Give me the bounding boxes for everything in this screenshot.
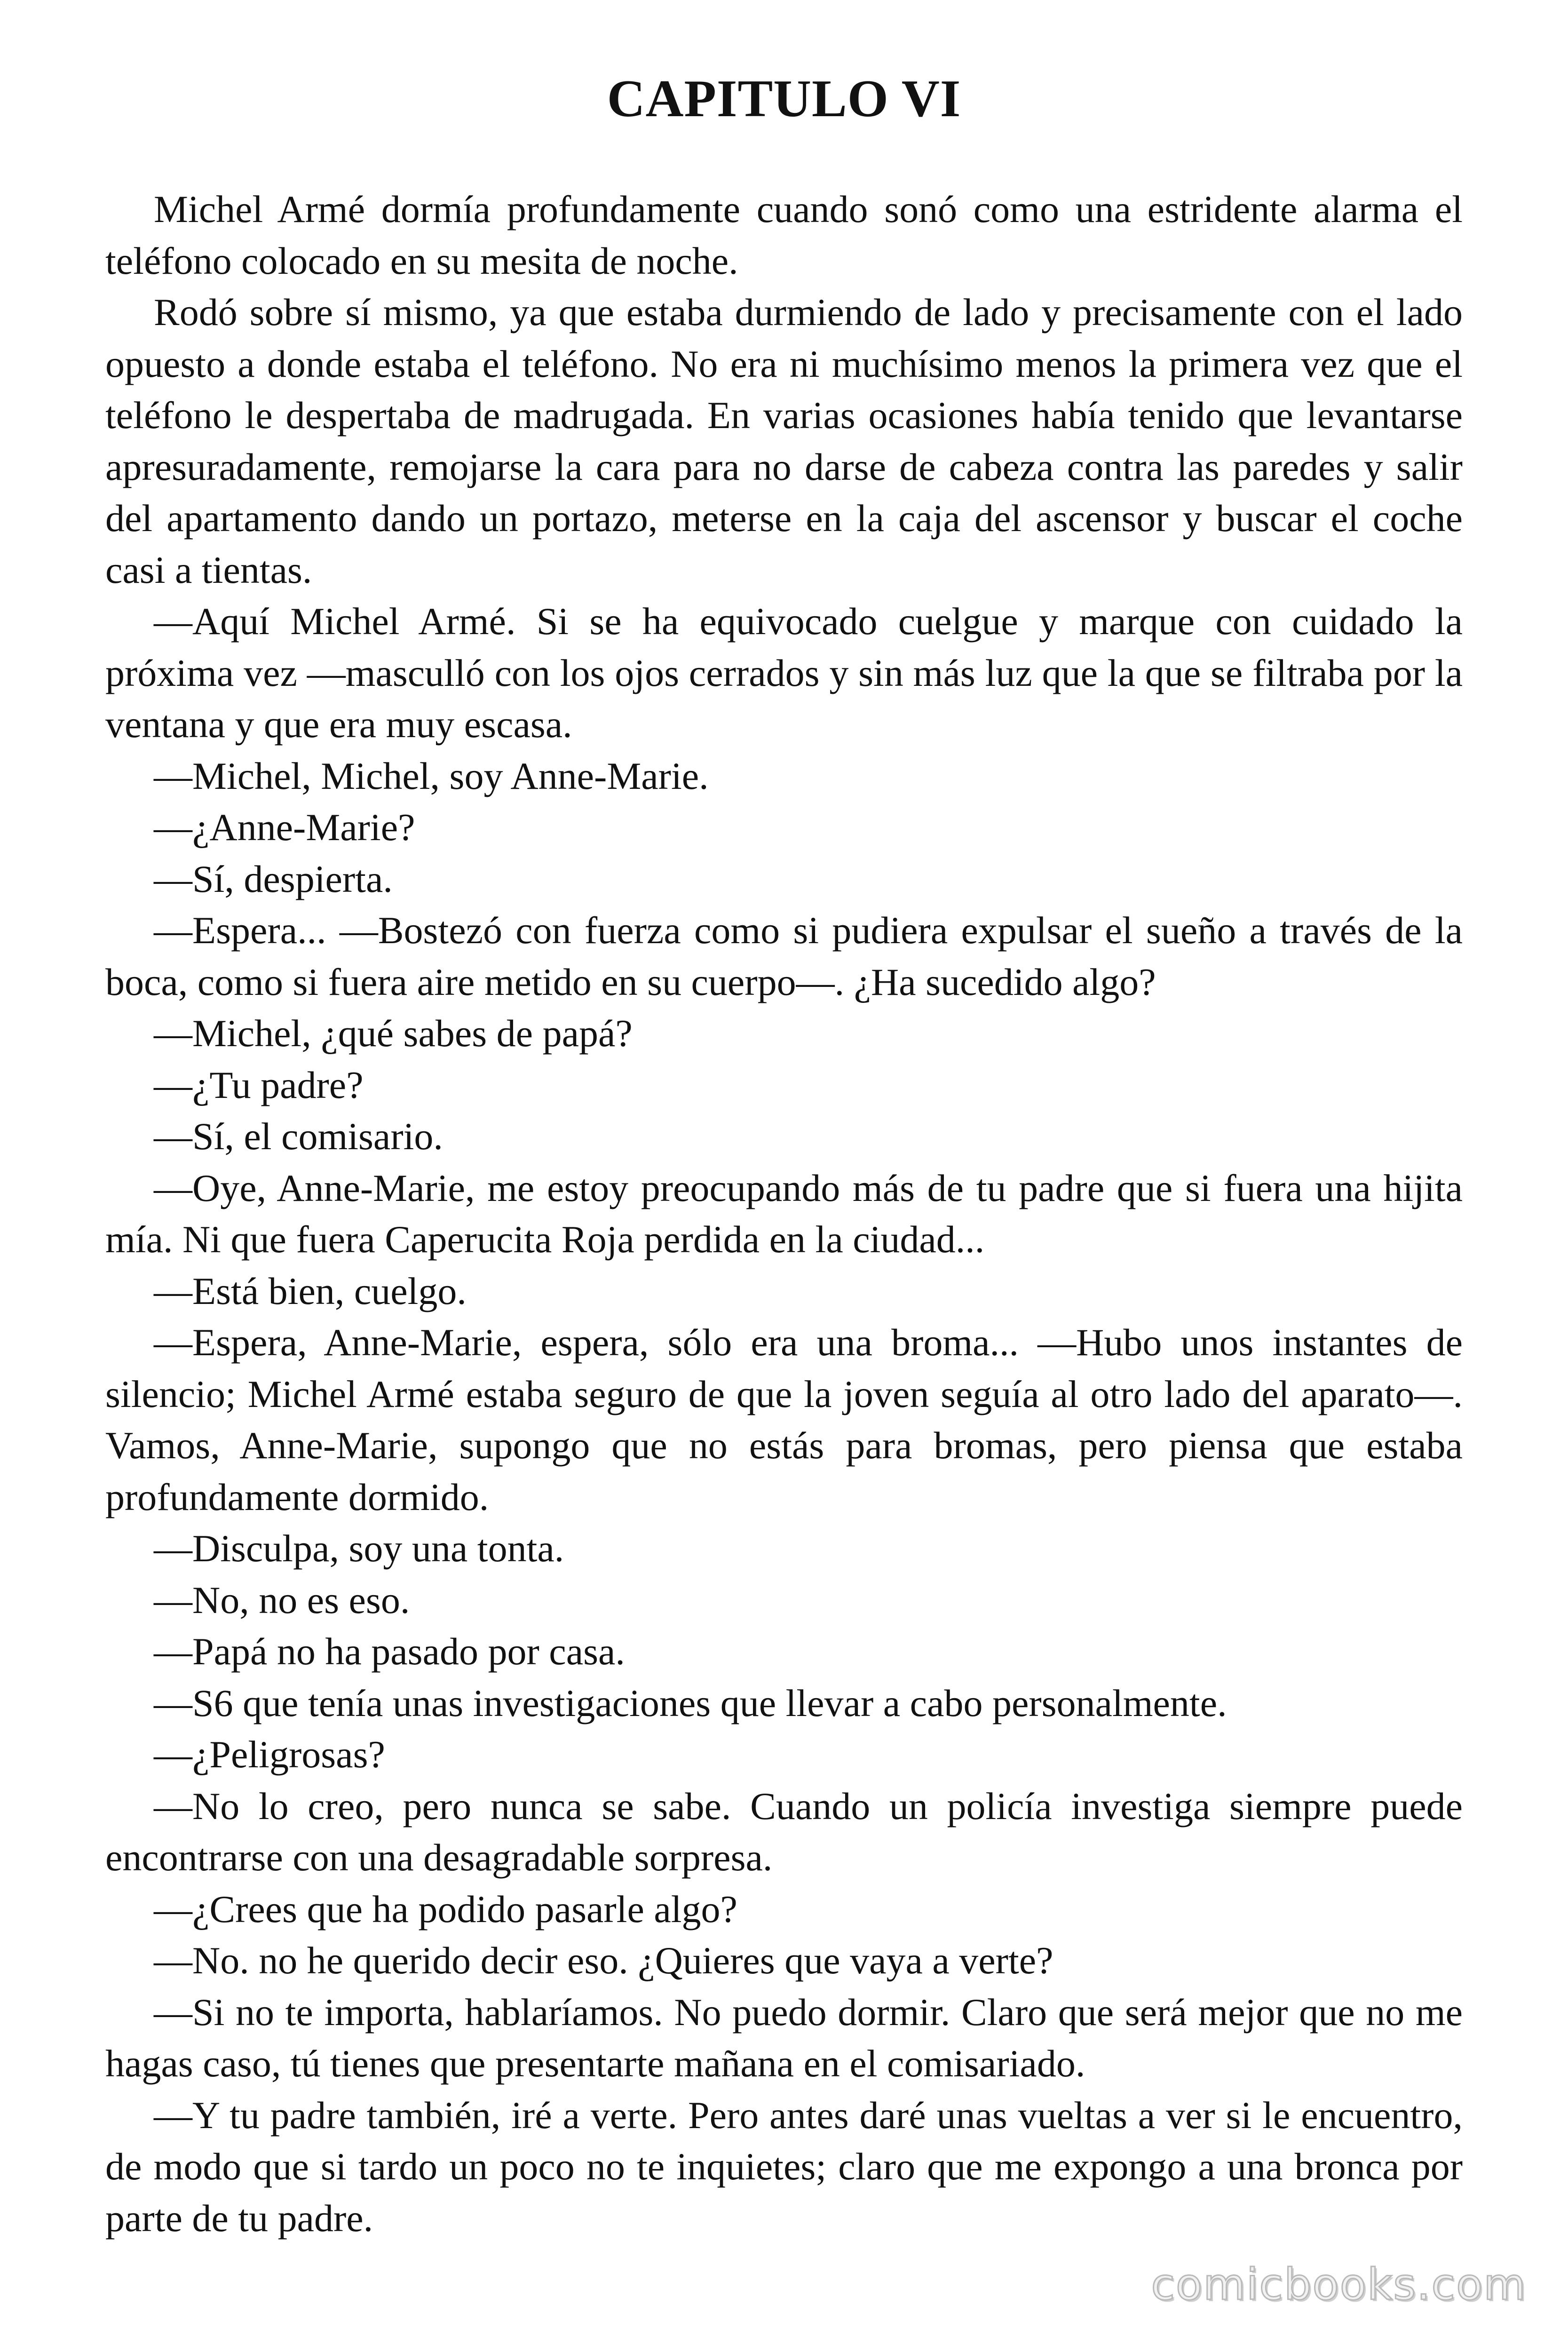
paragraph: —Espera, Anne-Marie, espera, sólo era una broma... —Hubo unos instantes de silencio; Michel Armé estaba seguro de que la joven seguía al otro lado del aparato—. Vamos, Anne-Marie, supongo que no estás para bromas, pero piensa que estaba profundamente dormido. [105, 1321, 1463, 1518]
chapter-title: CAPITULO VI [607, 70, 961, 128]
paragraph: —Espera... —Bostezó con fuerza como si pudiera expulsar el sueño a través de la boca, como si fuera aire metido en su cuerpo—. ¿Ha sucedido algo? [105, 909, 1463, 1003]
paragraph: Michel Armé dormía profundamente cuando sonó como una estridente alarma el teléfono colocado en su mesita de noche. [105, 188, 1463, 282]
paragraph: —Oye, Anne-Marie, me estoy preocupando más de tu padre que si fuera una hijita mía. Ni que fuera Caperucita Roja perdida en la ciudad... [105, 1166, 1463, 1261]
paragraph: —No, no es eso. [154, 1578, 410, 1621]
paragraph: —Y tu padre también, iré a verte. Pero antes daré unas vueltas a ver si le encuentro, de modo que si tardo un poco no te inquietes; claro que me expongo a una bronca por parte de tu padre. [105, 2093, 1463, 2240]
chapter-body [105, 183, 1463, 2244]
paragraph: —Está bien, cuelgo. [154, 1269, 467, 1312]
paragraph: —No. no he querido decir eso. ¿Quieres que vaya a verte? [154, 1939, 1053, 1982]
paragraph: —S6 que tenía unas investigaciones que llevar a cabo personalmente. [154, 1681, 1227, 1724]
paragraph: —¿Peligrosas? [154, 1733, 385, 1776]
paragraph: —Sí, el comisario. [154, 1115, 443, 1158]
paragraph: —¿Anne-Marie? [154, 806, 415, 849]
paragraph: —Michel, ¿qué sabes de papá? [154, 1012, 633, 1055]
paragraph: —Disculpa, soy una tonta. [154, 1527, 564, 1570]
paragraph: —Papá no ha pasado por casa. [154, 1630, 625, 1673]
paragraph: —Aquí Michel Armé. Si se ha equivocado cuelgue y marque con cuidado la próxima vez —masculló con los ojos cerrados y sin más luz que la que se filtraba por la ventana y que era muy escasa. [105, 600, 1463, 746]
paragraph: —Sí, despierta. [154, 857, 393, 900]
paragraph: —Michel, Michel, soy Anne-Marie. [154, 754, 709, 797]
paragraph: —No lo creo, pero nunca se sabe. Cuando un policía investiga siempre puede encontrarse con una desagradable sorpresa. [105, 1784, 1463, 1879]
paragraph: Rodó sobre sí mismo, ya que estaba durmiendo de lado y precisamente con el lado opuesto a donde estaba el teléfono. No era ni muchísimo menos la primera vez que el teléfono le despertaba de madrugada. En varias ocasiones había tenido que levantarse apresuradamente, remojarse la cara para no darse de cabeza contra las paredes y salir del apartamento dando un portazo, meterse en la caja del ascensor y buscar el coche casi a tientas. [105, 291, 1463, 591]
watermark: comicbooks.com [1151, 2259, 1527, 2310]
paragraph: —Si no te importa, hablaríamos. No puedo dormir. Claro que será mejor que no me hagas caso, tú tienes que presentarte mañana en el comisariado. [105, 1990, 1463, 2085]
paragraph: —¿Crees que ha podido pasarle algo? [154, 1887, 737, 1931]
paragraph: —¿Tu padre? [154, 1063, 364, 1106]
